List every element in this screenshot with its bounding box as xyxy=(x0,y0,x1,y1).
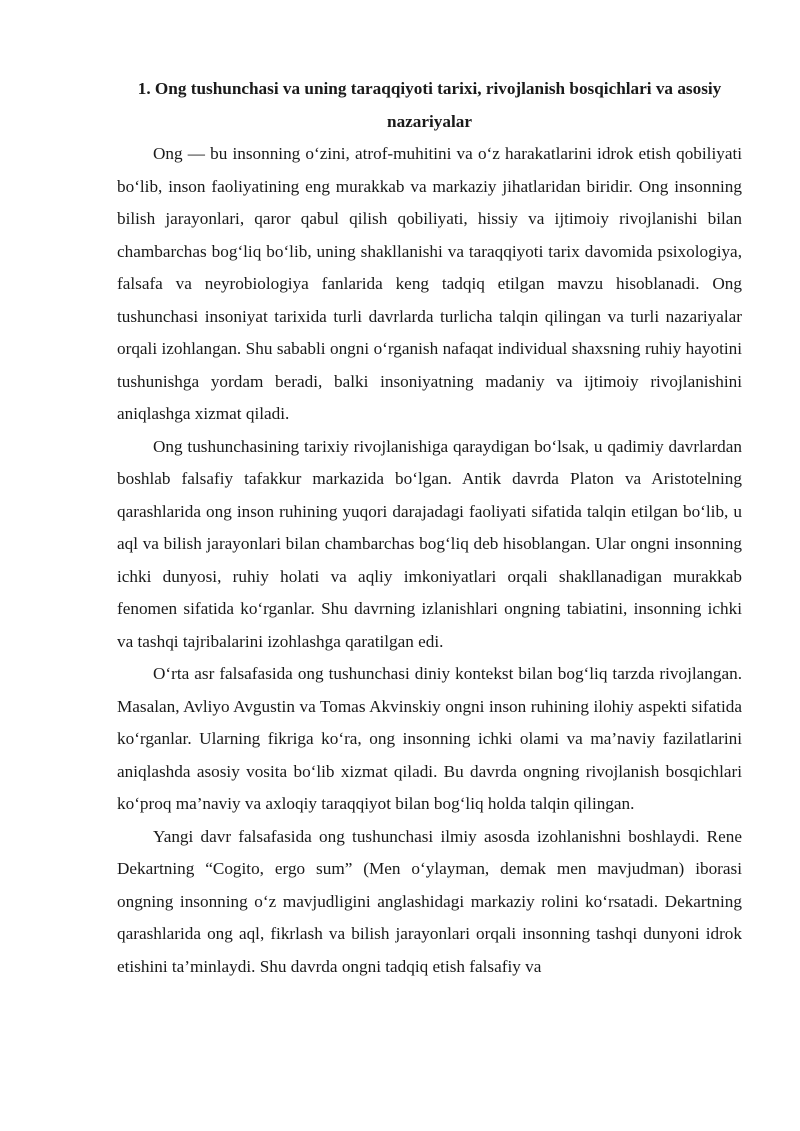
paragraph-2: Ong tushunchasining tarixiy rivojlanishiga qaraydigan bo‘lsak, u qadimiy davrlardan boshlab falsafiy tafakkur markazida bo‘lgan. Antik davrda Platon va Aristotelning qarashlarida ong inson ruhining yuqori darajadagi faoliyati sifatida talqin etilgan bo‘lib, u aql va bilish jarayonlari bilan chambarchas bog‘liq deb hisoblangan. Ular ongni insonning ichki dunyosi, ruhiy holati va aqliy imkoniyatlari orqali shakllanadigan murakkab fenomen sifatida ko‘rganlar. Shu davrning izlanishlari ongning tabiatini, insonning ichki va tashqi tajribalarini izohlashga qaratilgan edi. xyxy=(117,436,742,651)
section-title: 1. Ong tushunchasi va uning taraqqiyoti tarixi, rivojlanish bosqichlari va asosiy nazariyalar xyxy=(137,79,722,131)
document-page xyxy=(117,73,742,983)
paragraph-4: Yangi davr falsafasida ong tushunchasi ilmiy asosda izohlanishni boshlaydi. Rene Dekartning “Cogito, ergo sum” (Men o‘ylayman, demak men mavjudman) iborasi ongning insonning o‘z mavjudligini anglashidagi markaziy rolini ko‘rsatadi. Dekartning qarashlarida ong aql, fikrlash va bilish jarayonlari orqali insonning tashqi dunyoni idrok etishini ta’minlaydi. Shu davrda ongni tadqiq etish falsafiy va xyxy=(117,826,742,976)
paragraph-3: O‘rta asr falsafasida ong tushunchasi diniy kontekst bilan bog‘liq tarzda rivojlangan. Masalan, Avliyo Avgustin va Tomas Akvinskiy ongni inson ruhining ilohiy aspekti sifatida ko‘rganlar. Ularning fikriga ko‘ra, ong insonning ichki olami va ma’naviy fazilatlarini aniqlashda asosiy vosita bo‘lib xizmat qiladi. Bu davrda ongning rivojlanish bosqichlari ko‘proq ma’naviy va axloqiy taraqqiyot bilan bog‘liq holda talqin qilingan. xyxy=(117,664,742,813)
paragraph-1: Ong — bu insonning o‘zini, atrof-muhitini va o‘z harakatlarini idrok etish qobiliyati bo‘lib, inson faoliyatining eng murakkab va markaziy jihatlaridan biridir. Ong insonning bilish jarayonlari, qaror qabul qilish qobiliyati, hissiy va ijtimoiy rivojlanishi bilan chambarchas bog‘liq bo‘lib, uning shakllanishi va taraqqiyoti tarix davomida psixologiya, falsafa va neyrobiologiya fanlarida keng tadqiq etilgan mavzu hisoblanadi. Ong tushunchasi insoniyat tarixida turli davrlarda turlicha talqin qilingan va turli nazariyalar orqali izohlangan. Shu sababli ongni o‘rganish nafaqat individual shaxsning ruhiy hayotini tushunishga yordam beradi, balki insoniyatning madaniy va ijtimoiy rivojlanishini aniqlashga xizmat qiladi. xyxy=(117,144,742,423)
